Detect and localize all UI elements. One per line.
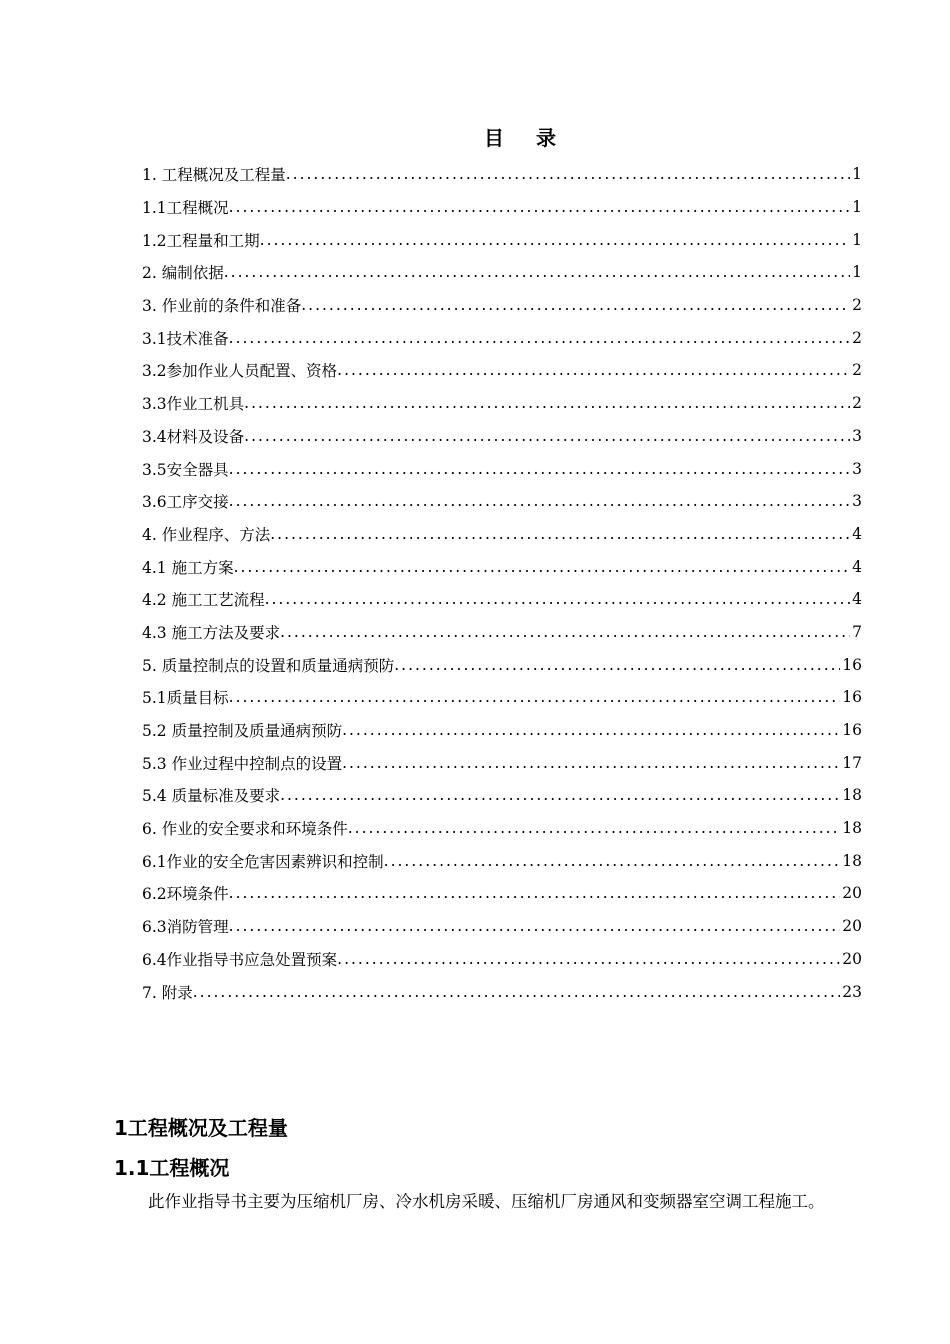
toc-entry-label: 7. 附录 — [142, 983, 193, 1002]
toc-entry[interactable] — [142, 158, 862, 191]
toc-entry[interactable] — [142, 681, 862, 714]
toc-title — [0, 122, 950, 151]
toc-entry-leader — [229, 460, 850, 478]
toc-entry[interactable] — [142, 420, 862, 453]
toc-entry-leader — [229, 492, 850, 510]
toc-entry[interactable] — [142, 256, 862, 289]
toc-entry[interactable] — [142, 975, 862, 1008]
toc-entry-page: 1 — [852, 263, 862, 282]
toc-entry[interactable] — [142, 223, 862, 256]
toc-entry-leader — [224, 263, 850, 281]
toc-entry-leader — [280, 623, 850, 641]
toc-title-right: 录 — [536, 126, 556, 150]
toc-entry[interactable] — [142, 321, 862, 354]
toc-entry-label: 4.3 施工方法及要求 — [142, 623, 281, 642]
toc-entry-leader — [260, 231, 850, 249]
toc-entry-leader — [337, 361, 850, 379]
toc-entry-leader — [229, 884, 841, 902]
toc-entry[interactable] — [142, 714, 862, 747]
toc-entry-label: 3. 作业前的条件和准备 — [142, 297, 302, 316]
toc-entry[interactable] — [142, 289, 862, 322]
toc-entry-page: 20 — [842, 884, 862, 903]
toc-entry[interactable] — [142, 550, 862, 583]
toc-entry[interactable] — [142, 191, 862, 224]
toc-entry-leader — [384, 852, 841, 870]
toc-entry[interactable] — [142, 910, 862, 943]
section-paragraph: 此作业指导书主要为压缩机厂房、冷水机房采暖、压缩机厂房通风和变频器室空调工程施工。 — [148, 1192, 825, 1211]
toc-entry[interactable] — [142, 844, 862, 877]
toc-entry-page: 4 — [852, 557, 862, 576]
toc-entry[interactable] — [142, 812, 862, 845]
toc-entry-leader — [394, 656, 840, 674]
toc-entry-page: 18 — [842, 851, 862, 870]
toc-entry-leader — [342, 721, 840, 739]
toc-entry-leader — [229, 198, 850, 216]
toc-entry[interactable] — [142, 485, 862, 518]
toc-entry-label: 3.2参加作业人员配置、资格 — [142, 362, 338, 381]
toc-entry-page: 2 — [852, 394, 862, 413]
toc-entry-leader — [337, 950, 840, 968]
toc-entry-label: 5.2 质量控制及质量通病预防 — [142, 722, 343, 741]
toc-entry-leader — [234, 558, 851, 576]
toc-entry-label: 6.4作业指导书应急处置预案 — [142, 950, 338, 969]
toc-entry-label: 4. 作业程序、方法 — [142, 525, 271, 544]
toc-entry-label: 3.3作业工机具 — [142, 395, 245, 414]
toc-entry-label: 3.1技术准备 — [142, 329, 229, 348]
toc-entry[interactable] — [142, 387, 862, 420]
section-heading-1-1: 1.1工程概况 — [114, 1156, 230, 1180]
toc-entry-label: 1.1工程概况 — [142, 199, 229, 218]
toc-entry-page: 18 — [842, 786, 862, 805]
toc-entry-leader — [193, 983, 841, 1001]
toc-entry-page: 3 — [852, 459, 862, 478]
toc-entry[interactable] — [142, 877, 862, 910]
toc-entry-label: 6.2环境条件 — [142, 885, 229, 904]
toc-entry-page: 2 — [852, 296, 862, 315]
toc-entry-page: 7 — [852, 622, 862, 641]
toc-entry-page: 16 — [842, 721, 862, 740]
toc-entry-leader — [244, 427, 850, 445]
toc-entry-leader — [265, 590, 851, 608]
toc-entry-page: 1 — [852, 198, 862, 217]
toc-entry-leader — [348, 819, 841, 837]
toc-entry-page: 1 — [852, 230, 862, 249]
toc-entry-label: 6.1作业的安全危害因素辨识和控制 — [142, 852, 384, 871]
toc-entry-label: 4.1 施工方案 — [142, 558, 234, 577]
toc-entry-leader — [280, 786, 840, 804]
toc-entry-label: 5.3 作业过程中控制点的设置 — [142, 754, 343, 773]
toc-entry-page: 3 — [852, 492, 862, 511]
toc-entry-leader — [229, 917, 841, 935]
toc-entry-leader — [301, 296, 850, 314]
toc-entry-leader — [286, 165, 850, 183]
section-heading-1: 1工程概况及工程量 — [114, 1116, 288, 1140]
toc-entry-leader — [342, 754, 840, 772]
toc-entry-page: 4 — [852, 590, 862, 609]
toc-entry-page: 3 — [852, 426, 862, 445]
toc-entry[interactable] — [142, 583, 862, 616]
toc-entry-page: 16 — [842, 688, 862, 707]
toc-entry[interactable] — [142, 354, 862, 387]
toc-entry-page: 20 — [842, 917, 862, 936]
toc-entry-label: 5.1质量目标 — [142, 689, 229, 708]
toc-entry-label: 6. 作业的安全要求和环境条件 — [142, 820, 348, 839]
toc-entry-label: 2. 编制依据 — [142, 264, 224, 283]
toc-title-left: 目 — [484, 126, 504, 150]
toc-entry-label: 5.4 质量标准及要求 — [142, 787, 281, 806]
toc-entry-leader — [270, 525, 850, 543]
toc-entry-label: 3.4材料及设备 — [142, 427, 245, 446]
table-of-contents — [142, 158, 862, 1008]
toc-entry-page: 2 — [852, 328, 862, 347]
toc-entry-page: 20 — [842, 949, 862, 968]
toc-entry-leader — [244, 394, 850, 412]
toc-entry-page: 17 — [842, 753, 862, 772]
toc-entry-page: 4 — [852, 524, 862, 543]
toc-entry-leader — [229, 688, 841, 706]
toc-entry-page: 1 — [852, 165, 862, 184]
toc-entry-label: 6.3消防管理 — [142, 918, 229, 937]
toc-entry[interactable] — [142, 648, 862, 681]
toc-entry-label: 1.2工程量和工期 — [142, 231, 260, 250]
toc-entry[interactable] — [142, 779, 862, 812]
toc-entry-label: 4.2 施工工艺流程 — [142, 591, 265, 610]
toc-entry-label: 5. 质量控制点的设置和质量通病预防 — [142, 656, 395, 675]
toc-entry-leader — [229, 329, 850, 347]
toc-entry-page: 23 — [842, 982, 862, 1001]
toc-entry[interactable] — [142, 518, 862, 551]
toc-entry[interactable] — [142, 746, 862, 779]
toc-entry-page: 18 — [842, 819, 862, 838]
toc-entry-label: 3.6工序交接 — [142, 493, 229, 512]
toc-entry-label: 1. 工程概况及工程量 — [142, 166, 286, 185]
toc-entry[interactable] — [142, 943, 862, 976]
toc-entry-page: 16 — [842, 655, 862, 674]
toc-entry-page: 2 — [852, 361, 862, 380]
toc-entry[interactable] — [142, 452, 862, 485]
toc-entry[interactable] — [142, 616, 862, 649]
toc-entry-label: 3.5安全器具 — [142, 460, 229, 479]
